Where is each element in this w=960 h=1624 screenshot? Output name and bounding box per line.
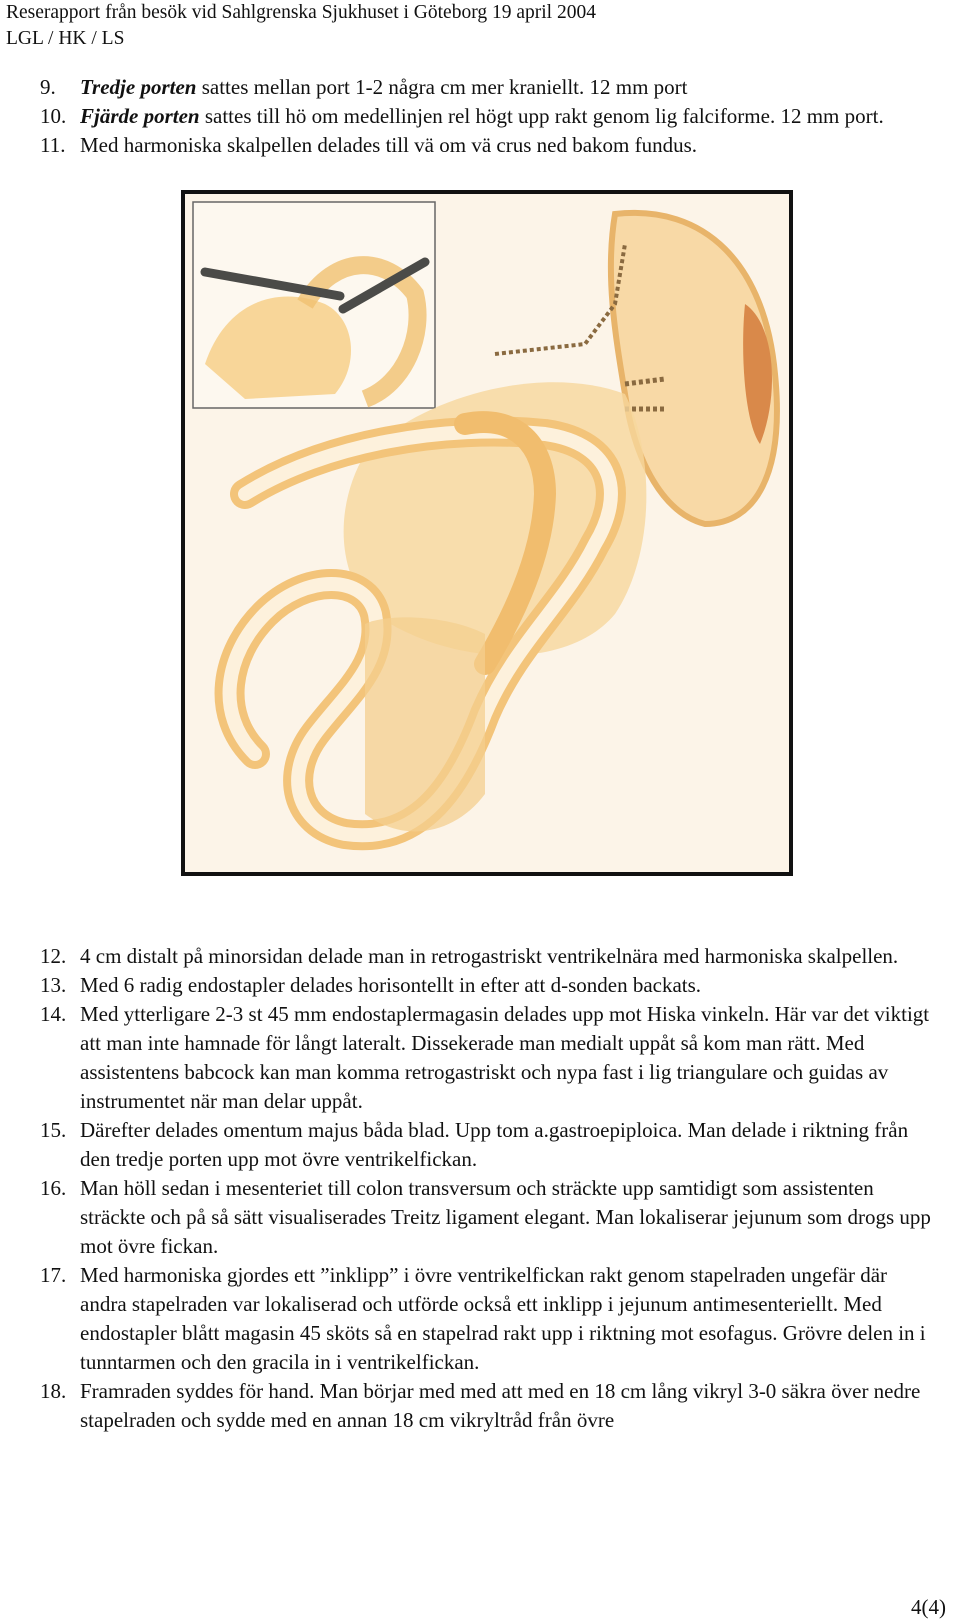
list-item: [0, 131, 960, 160]
list-item: [0, 1000, 960, 1116]
list-item-text: Med harmoniska skalpellen delades till vä om vä crus ned bakom fundus.: [80, 133, 698, 157]
list-item-text: Med 6 radig endostapler delades horisontellt in efter att d-sonden backats.: [80, 973, 702, 997]
list-item-number: 12.: [40, 944, 67, 968]
list-item-emphasis: Tredje porten: [80, 75, 197, 99]
mesentery: [365, 617, 485, 831]
list-item: [0, 1261, 960, 1377]
list-item-text: 4 cm distalt på minorsidan delade man in retrogastriskt ventrikelnära med harmoniska skalpellen.: [80, 944, 899, 968]
list-item-number: 16.: [40, 1176, 67, 1200]
page-number: 4(4): [911, 1595, 946, 1619]
list-item: [0, 942, 960, 971]
list-item-text: sattes till hö om medellinjen rel högt upp rakt genom lig falciforme. 12 mm port.: [199, 104, 884, 128]
list-item: [0, 1174, 960, 1261]
numbered-list-top: [0, 73, 960, 160]
header-authors: LGL / HK / LS: [6, 28, 125, 49]
list-item-text: Med ytterligare 2-3 st 45 mm endostaplermagasin delades upp mot Hiska vinkeln. Här var det viktigt att man inte hamnade för långt lateralt. Dissekerade man medialt uppåt så kom man rätt. Med assistentens babcock kan man komma retrogastriskt och nypa fast i lig triangulare och guidas av instrumentet när man delar uppåt.: [80, 1002, 930, 1113]
header-title: Reserapport från besök vid Sahlgrenska Sjukhuset i Göteborg 19 april 2004: [6, 2, 596, 23]
list-item-text: Man höll sedan i mesenteriet till colon transversum och sträckte upp samtidigt som assistenten sträckte och på så sätt visualiserades Treitz ligament elegant. Man lokaliserar jejunum som drogs upp mot övre fickan.: [80, 1176, 931, 1258]
list-item-text: sattes mellan port 1-2 några cm mer kraniellt. 12 mm port: [196, 75, 688, 99]
list-item-number: 13.: [40, 973, 67, 997]
list-item: [0, 73, 960, 102]
list-item-text: Framraden syddes för hand. Man börjar med med att med en 18 cm lång vikryl 3-0 säkra över nedre stapelraden och sydde med en annan 18 cm vikryltråd från övre: [80, 1379, 921, 1432]
list-item-number: 18.: [40, 1379, 67, 1403]
list-item-emphasis: Fjärde porten: [80, 104, 200, 128]
list-item: [0, 1377, 960, 1435]
page-header: [6, 0, 596, 52]
list-item-number: 11.: [40, 133, 66, 157]
numbered-list-bottom: [0, 942, 960, 1435]
list-item-number: 10.: [40, 104, 67, 128]
list-item-number: 9.: [40, 75, 56, 99]
list-item: [0, 1116, 960, 1174]
surgical-illustration-drawing: [185, 194, 789, 872]
list-item-number: 17.: [40, 1263, 67, 1287]
list-item-text: Med harmoniska gjordes ett ”inklipp” i övre ventrikelfickan rakt genom stapelraden ungefär där andra stapelraden var lokaliserad och utförde också ett inklipp i jejunum antimesenteriellt. Med endostapler blått magasin 45 sköts så en stapelrad rakt upp i riktning mot esofagus. Grövre delen in i tunntarmen och den gracila in i ventrikelfickan.: [80, 1263, 926, 1374]
list-item-text: Därefter delades omentum majus båda blad. Upp tom a.gastroepiploica. Man delade i riktning från den tredje porten upp mot övre ventrikelfickan.: [80, 1118, 909, 1171]
list-item-number: 14.: [40, 1002, 67, 1026]
list-item: [0, 971, 960, 1000]
list-item: [0, 102, 960, 131]
surgical-illustration: [181, 190, 793, 876]
list-item-number: 15.: [40, 1118, 67, 1142]
